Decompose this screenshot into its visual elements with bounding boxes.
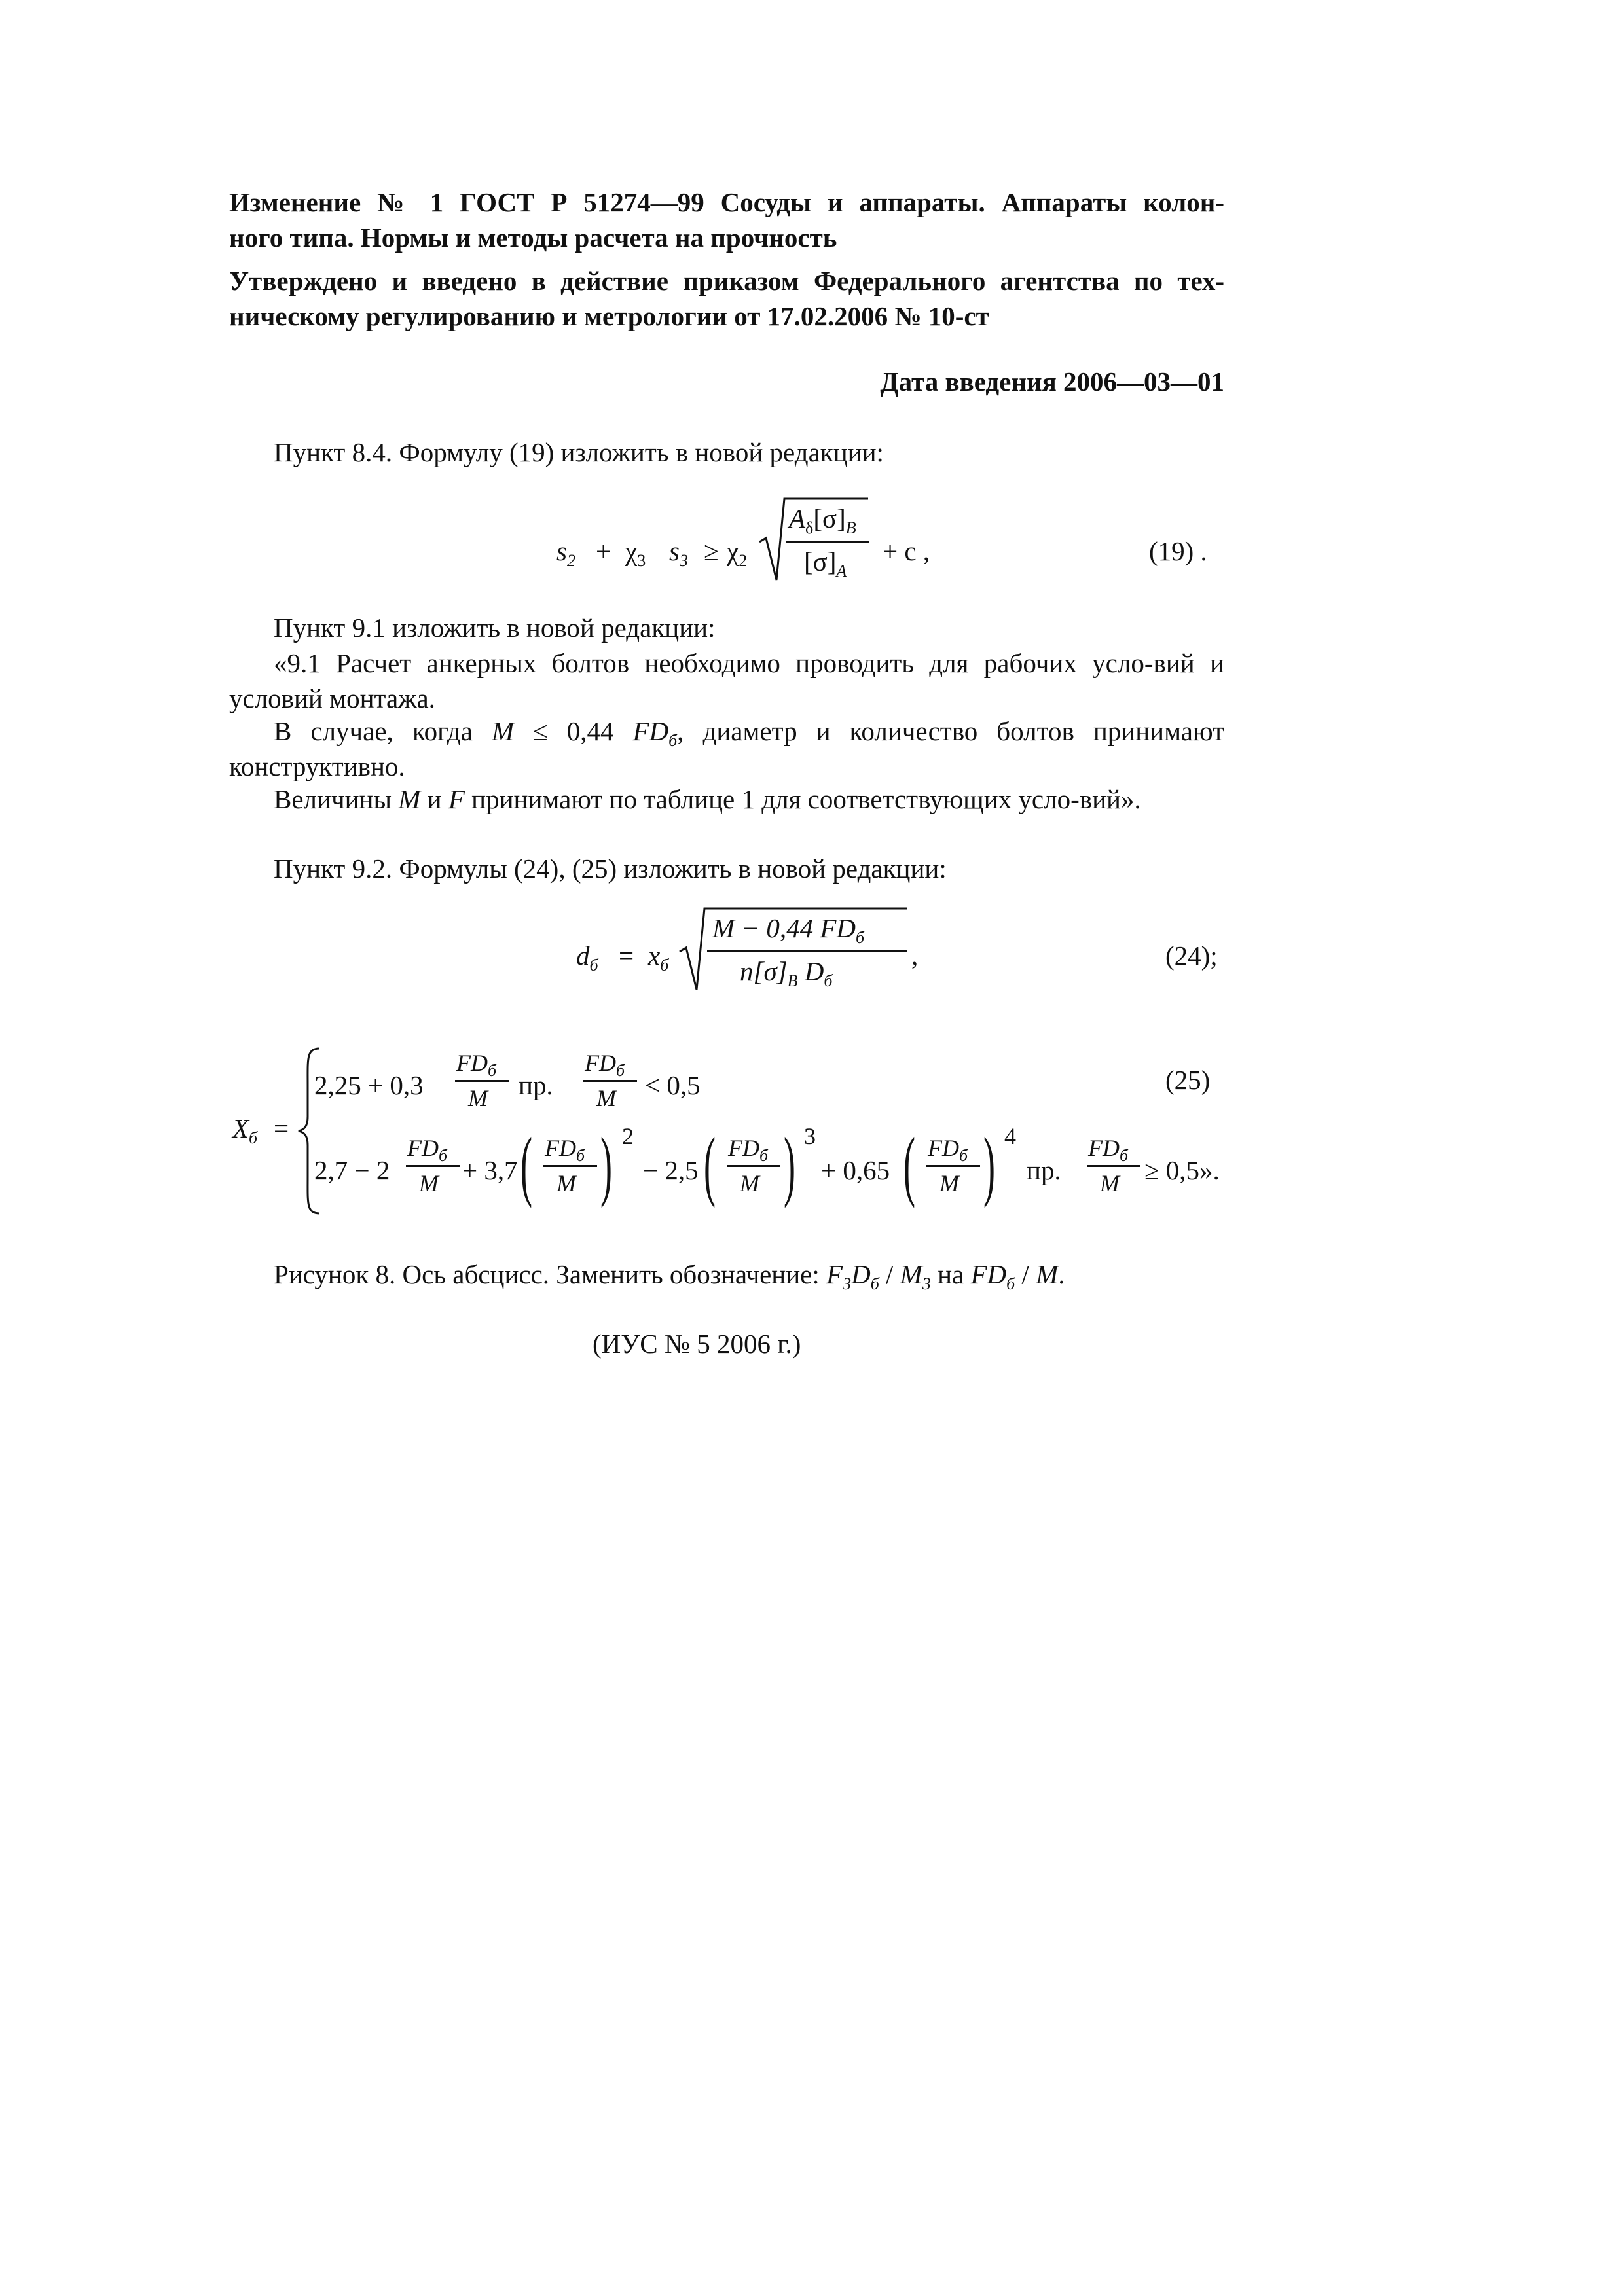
formula-25-row2-paren3-close: ) (784, 1121, 795, 1208)
formula-19-number: (19) . (1149, 536, 1207, 566)
title-line-2: ного типа. Нормы и методы расчета на прочность (229, 223, 837, 253)
formula-25-row2-frac5-den: M (1100, 1170, 1120, 1196)
formula-25-row2-term4: + 0,65 (821, 1155, 890, 1185)
formula-25-row1-frac1-den: M (468, 1085, 488, 1111)
formula-25-row1-frac2-bar (583, 1080, 637, 1082)
introduction-date: Дата введения 2006—03—01 (880, 367, 1224, 397)
formula-25-row2-exp4: 4 (1004, 1123, 1016, 1149)
formula-24-denominator: $n[\sigma]_B$ $D_б$ (740, 956, 833, 991)
formula-19-fraction-bar (786, 541, 869, 543)
formula-19-geq: ≥ (704, 536, 719, 566)
formula-25-row1-start: 2,25 + 0,3 (314, 1070, 424, 1100)
formula-24-x: $x_б$ (648, 941, 669, 975)
formula-25-row2-frac4-den: M (939, 1170, 959, 1196)
title-line-1: Изменение № 1 ГОСТ Р 51274—99 Сосуды и аппараты. Аппараты колон- (229, 187, 1224, 217)
formula-19-denominator: $[\sigma]_A$ (804, 547, 847, 581)
figure-8-note: Рисунок 8. Ось абсцисс. Заменить обозначение: $F_3D_б / M_3$ на $FD_б$ / M. (274, 1259, 1065, 1294)
formula-25-lhs: $X_б$ (232, 1113, 258, 1148)
formula-24-numerator: M − 0,44 $FD_б$ (712, 913, 865, 948)
formula-19-s3: $s_3$ (669, 536, 688, 571)
formula-25-row1-cond: < 0,5 (645, 1070, 701, 1100)
formula-25-row2-frac4-bar (926, 1165, 980, 1167)
formula-25-row2-frac1-bar (406, 1165, 460, 1167)
formula-25-row2-paren2-open: ( (520, 1121, 532, 1208)
formula-24-fraction-bar (707, 950, 907, 952)
formula-25-row2-frac2-den: M (556, 1170, 576, 1196)
formula-25-row2-frac5-bar (1087, 1165, 1140, 1167)
formula-25-row1-frac2-den: M (596, 1085, 616, 1111)
formula-25-row2-paren3-open: ( (704, 1121, 716, 1208)
formula-25-row2-frac2-bar (543, 1165, 597, 1167)
formula-25-row1-frac1-bar (455, 1080, 509, 1082)
formula-25-eq: = (274, 1113, 289, 1143)
formula-25-row2-term2: + 3,7 (462, 1155, 518, 1185)
formula-25-row2-frac1-num: $FD_б$ (407, 1135, 448, 1166)
section-9-1-intro: Пункт 9.1 изложить в новой редакции: (274, 613, 716, 643)
formula-25-row2-term3: − 2,5 (643, 1155, 699, 1185)
formula-19-plus: + (596, 536, 611, 566)
formula-19-numerator: $A_\delta[\sigma]_B$ (789, 503, 856, 538)
formula-25-row2-exp2: 2 (622, 1123, 634, 1149)
formula-24-number: (24); (1165, 941, 1218, 971)
formula-25-row2-frac4-num: $FD_б$ (928, 1135, 968, 1166)
section-8-4-intro: Пункт 8.4. Формулу (19) изложить в новой редакции: (274, 437, 884, 467)
formula-24-lhs: $d_б$ (576, 941, 598, 975)
formula-25-row1-pr: пр. (519, 1070, 553, 1100)
formula-25-row1-frac1-num: $FD_б$ (456, 1050, 497, 1081)
formula-25-row2-pr: пр. (1027, 1155, 1061, 1185)
section-9-1-text-3: Величины M и F принимают по таблице 1 для соответствующих усло-вий». (274, 784, 1141, 814)
formula-19-chi3: $\chi_3$ (625, 536, 646, 571)
approved-line-2: ническому регулированию и метрологии от 17.02.2006 № 10-ст (229, 301, 989, 331)
approved-line-1: Утверждено и введено в действие приказом Федерального агентства по тех- (229, 266, 1224, 296)
formula-19-tail: + c , (883, 536, 930, 566)
formula-25-row1-frac2-num: $FD_б$ (585, 1050, 625, 1081)
formula-19-s2: $s_2$ (556, 536, 575, 571)
source-reference: (ИУС № 5 2006 г.) (593, 1329, 801, 1359)
formula-25-row2-exp3: 3 (804, 1123, 816, 1149)
formula-24-comma: , (911, 941, 919, 971)
formula-25-row2-frac1-den: M (419, 1170, 439, 1196)
formula-25-row2-paren4-close: ) (983, 1121, 995, 1208)
formula-25-row2-frac3-den: M (740, 1170, 759, 1196)
formula-25-row2-start: 2,7 − 2 (314, 1155, 390, 1185)
formula-25-row2-cond: ≥ 0,5». (1144, 1155, 1220, 1185)
formula-25-number: (25) (1165, 1065, 1211, 1095)
formula-25-row2-paren2-close: ) (600, 1121, 612, 1208)
formula-25-row2-frac3-bar (727, 1165, 780, 1167)
section-9-1-text-2: В случае, когда M ≤ 0,44 $FD_б$, диаметр и количество болтов принимают конструктивно. (229, 716, 1224, 781)
section-9-1-text-1: «9.1 Расчет анкерных болтов необходимо проводить для рабочих усло-вий и условий монтажа. (229, 648, 1224, 713)
formula-25-row2-frac3-num: $FD_б$ (728, 1135, 769, 1166)
formula-24-eq: = (619, 941, 634, 971)
formula-25-row2-frac2-num: $FD_б$ (545, 1135, 585, 1166)
formula-19-chi2: $\chi_2$ (727, 536, 748, 571)
formula-25-row2-paren4-open: ( (903, 1121, 915, 1208)
formula-25-row2-frac5-num: $FD_б$ (1088, 1135, 1129, 1166)
section-9-2-intro: Пункт 9.2. Формулы (24), (25) изложить в новой редакции: (274, 853, 947, 884)
